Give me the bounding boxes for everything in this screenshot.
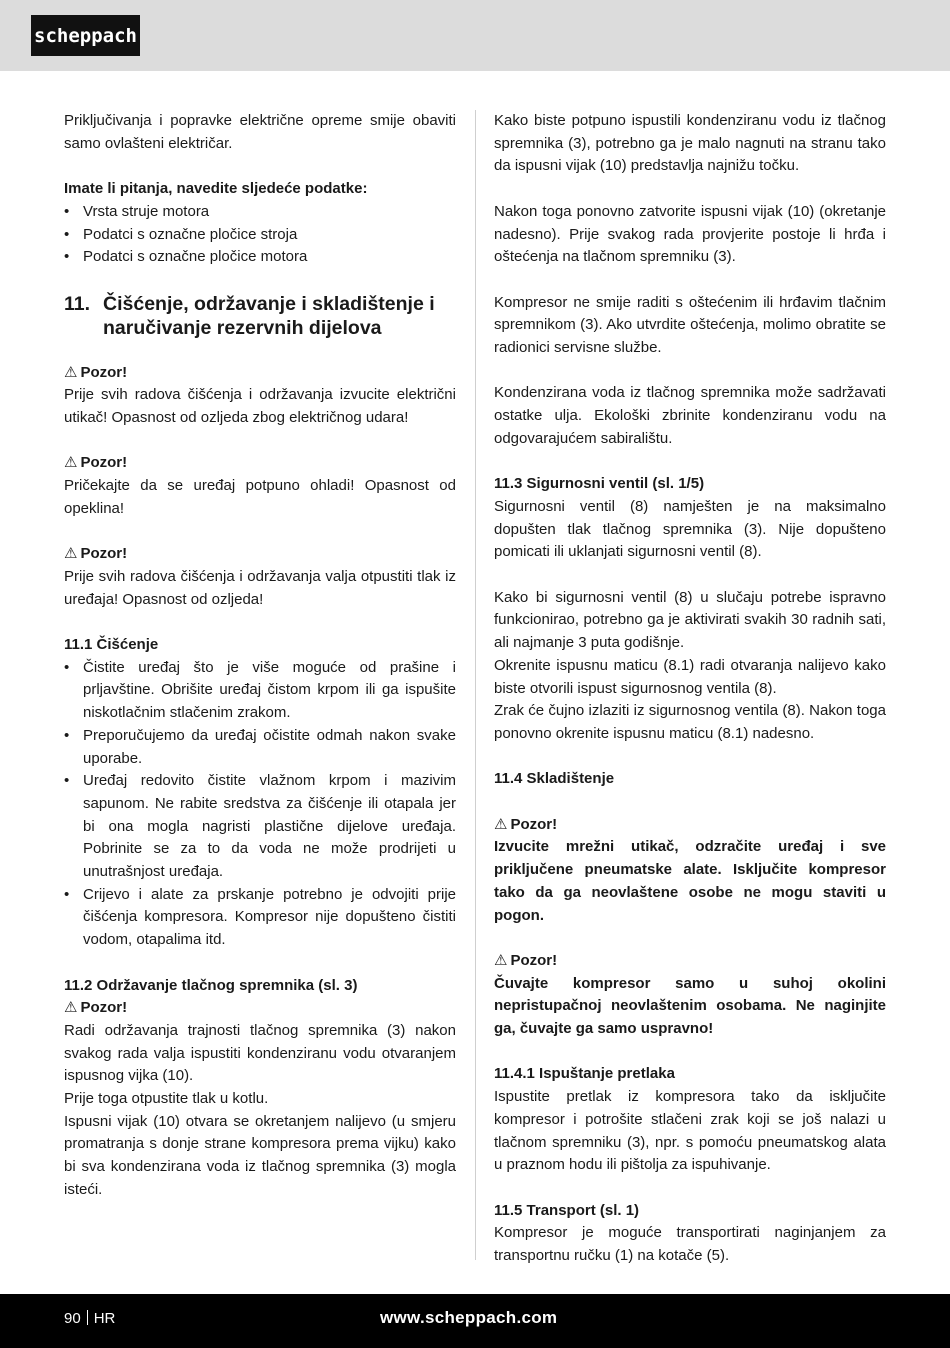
warning-triangle-icon: ⚠ [64, 363, 78, 381]
language-code: HR [93, 1310, 116, 1327]
body-paragraph: Kako biste potpuno ispustili kondenziranu vodu iz tlačnog spremnika (3), potrebno ga je malo nagnuti na stranu tako da ispusni vijak (10) predstavlja najnižu točku. [494, 112, 886, 175]
warning-triangle-icon: ⚠ [64, 999, 78, 1017]
body-paragraph: Zrak će čujno izlaziti iz sigurnosnog ventila (8). Nakon toga ponovno okrenite ispusnu maticu (8.1) nadesno. [494, 702, 886, 742]
body-paragraph: Kako bi sigurnosni ventil (8) u slučaju potrebe ispravno funkcionirao, potrebno ga je aktivirati svakih 30 radnih sati, ali najmanje 3 puta godišnje. [494, 588, 886, 652]
subsection-11-4-heading: 11.4 Skladištenje [494, 770, 615, 788]
footer-bar [0, 1294, 950, 1348]
cleaning-list [64, 657, 456, 952]
electrician-note: Priključivanja i popravke električne opreme smije obaviti samo ovlašteni električar. [64, 112, 456, 152]
warning-triangle-icon: ⚠ [494, 951, 508, 969]
list-item: • Podatci s označne pločice motora [64, 246, 456, 269]
body-paragraph: Nakon toga ponovno zatvorite ispusni vijak (10) (okretanje nadesno). Prije svakog rada provjerite postoje li hrđa i oštećenja na tlačnom spremniku (3). [494, 202, 886, 266]
body-paragraph: Kondenzirana voda iz tlačnog spremnika može sadržavati ostatke ulja. Ekološki zbrinite kondenziranu vodu na odgovarajućem sabiralištu. [494, 384, 886, 447]
body-paragraph: Sigurnosni ventil (8) namješten je na maksimalno dopušten tlak tlačnog spremnika (3). Nije dopušteno pomicati ili uklanjati sigurnosni ventil (8). [494, 497, 886, 561]
subsection-11-3-heading: 11.3 Sigurnosni ventil (sl. 1/5) [494, 475, 705, 493]
body-paragraph: Kompresor je moguće transportirati naginjanjem za transportnu ručku (1) na kotače (5). [494, 1224, 886, 1264]
warning-text: Izvucite mrežni utikač, odzračite uređaj i sve priključene pneumatske alate. Isključite kompresor tako da ga neovlaštene osobe ne mogu staviti u pogon. [494, 838, 886, 924]
list-item: • Vrsta struje motora [64, 201, 456, 224]
warning-heading: ⚠ Pozor! [494, 815, 558, 833]
list-item: • Uređaj redovito čistite vlažnom krpom i mazivim sapunom. Ne rabite sredstva za čišćenje ili otapala jer bi ona mogla nagristi plastične dijelove uređaja. Pobrinite se za to da voda ne može prodrijeti u unutrašnjost uređaja. [64, 770, 456, 884]
body-paragraph: Radi održavanja trajnosti tlačnog spremnika (3) nakon svakog rada valja ispustiti kondenziranu vodu otvaranjem ispusnog vijka (10). [64, 1021, 456, 1085]
body-paragraph: Kompresor ne smije raditi s oštećenim ili hrđavim tlačnim spremnikom (3). Ako utvrdite oštećenja, molimo obratite se radionici servisne službe. [494, 293, 886, 356]
warning-heading: ⚠ Pozor! [64, 454, 128, 472]
header-bar [0, 0, 950, 71]
right-column [494, 110, 886, 1268]
subsection-11-1-heading: 11.1 Čišćenje [64, 635, 159, 653]
list-item: • Podatci s označne pločice stroja [64, 224, 456, 247]
questions-list [64, 201, 456, 269]
body-paragraph: Ispustite pretlak iz kompresora tako da isključite kompresor i potrošite stlačeni zrak koji se još nalazi u tlačnom spremniku (3), npr. s pomoću pneumatskog alata u praznom hodu ili pištolja za ispuhivanje. [494, 1088, 886, 1174]
page-number: 90 [64, 1310, 81, 1327]
section-11-title [64, 292, 456, 340]
warning-triangle-icon: ⚠ [64, 454, 78, 472]
website-url: www.scheppach.com [380, 1308, 558, 1327]
subsection-11-2-heading: 11.2 Održavanje tlačnog spremnika (sl. 3) [64, 976, 358, 994]
list-item: • Čistite uređaj što je više moguće od prašine i prljavštine. Obrišite uređaj čistom krpom ili ga ispušite niskotlačnim stlačenim zrakom. [64, 657, 456, 725]
left-column [64, 110, 456, 1224]
column-divider [475, 110, 476, 1260]
warning-heading: ⚠ Pozor! [64, 999, 128, 1017]
scheppach-logo: scheppach [31, 15, 140, 56]
subsection-11-5-heading: 11.5 Transport (sl. 1) [494, 1201, 640, 1219]
warning-text: Prije svih radova čišćenja i održavanja izvucite električni utikač! Opasnost od ozljeda zbog električnog udara! [64, 386, 456, 426]
page-indicator [64, 1310, 115, 1327]
warning-heading: ⚠ Pozor! [494, 951, 558, 969]
warning-triangle-icon: ⚠ [64, 545, 78, 563]
questions-heading: Imate li pitanja, navedite sljedeće podatke: [64, 180, 368, 198]
separator [87, 1310, 88, 1325]
body-paragraph: Prije toga otpustite tlak u kotlu. [64, 1090, 269, 1108]
warning-text: Čuvajte kompresor samo u suhoj okolini nepristupačnoj neovlaštenim osobama. Ne naginjite ga, čuvajte ga samo uspravno! [494, 974, 886, 1037]
list-item: • Crijevo i alate za prskanje potrebno je odvojiti prije čišćenja kompresora. Kompresor nije dopušteno čistiti vodom, otapalima itd. [64, 884, 456, 952]
warning-heading: ⚠ Pozor! [64, 363, 128, 381]
subsection-11-4-1-heading: 11.4.1 Ispuštanje pretlaka [494, 1065, 675, 1083]
warning-text: Prije svih radova čišćenja i održavanja valja otpustiti tlak iz uređaja! Opasnost od ozljeda! [64, 567, 456, 608]
section-number: 11. [64, 292, 91, 315]
warning-triangle-icon: ⚠ [494, 815, 508, 833]
warning-heading: ⚠ Pozor! [64, 545, 128, 563]
section-title-text: Čišćenje, održavanje i skladištenje i naručivanje rezervnih dijelova [103, 292, 435, 339]
list-item: • Preporučujemo da uređaj očistite odmah nakon svake uporabe. [64, 725, 456, 770]
warning-text: Pričekajte da se uređaj potpuno ohladi! Opasnost od opeklina! [64, 477, 456, 517]
body-paragraph: Ispusni vijak (10) otvara se okretanjem nalijevo (u smjeru promatranja s donje strane kompresora prema vijku) kako bi sva kondenzirana voda iz tlačnog spremnika (3) mogla isteći. [64, 1112, 456, 1198]
body-paragraph: Okrenite ispusnu maticu (8.1) radi otvaranja nalijevo kako biste otvorili ispust sigurnosnog ventila (8). [494, 656, 886, 697]
